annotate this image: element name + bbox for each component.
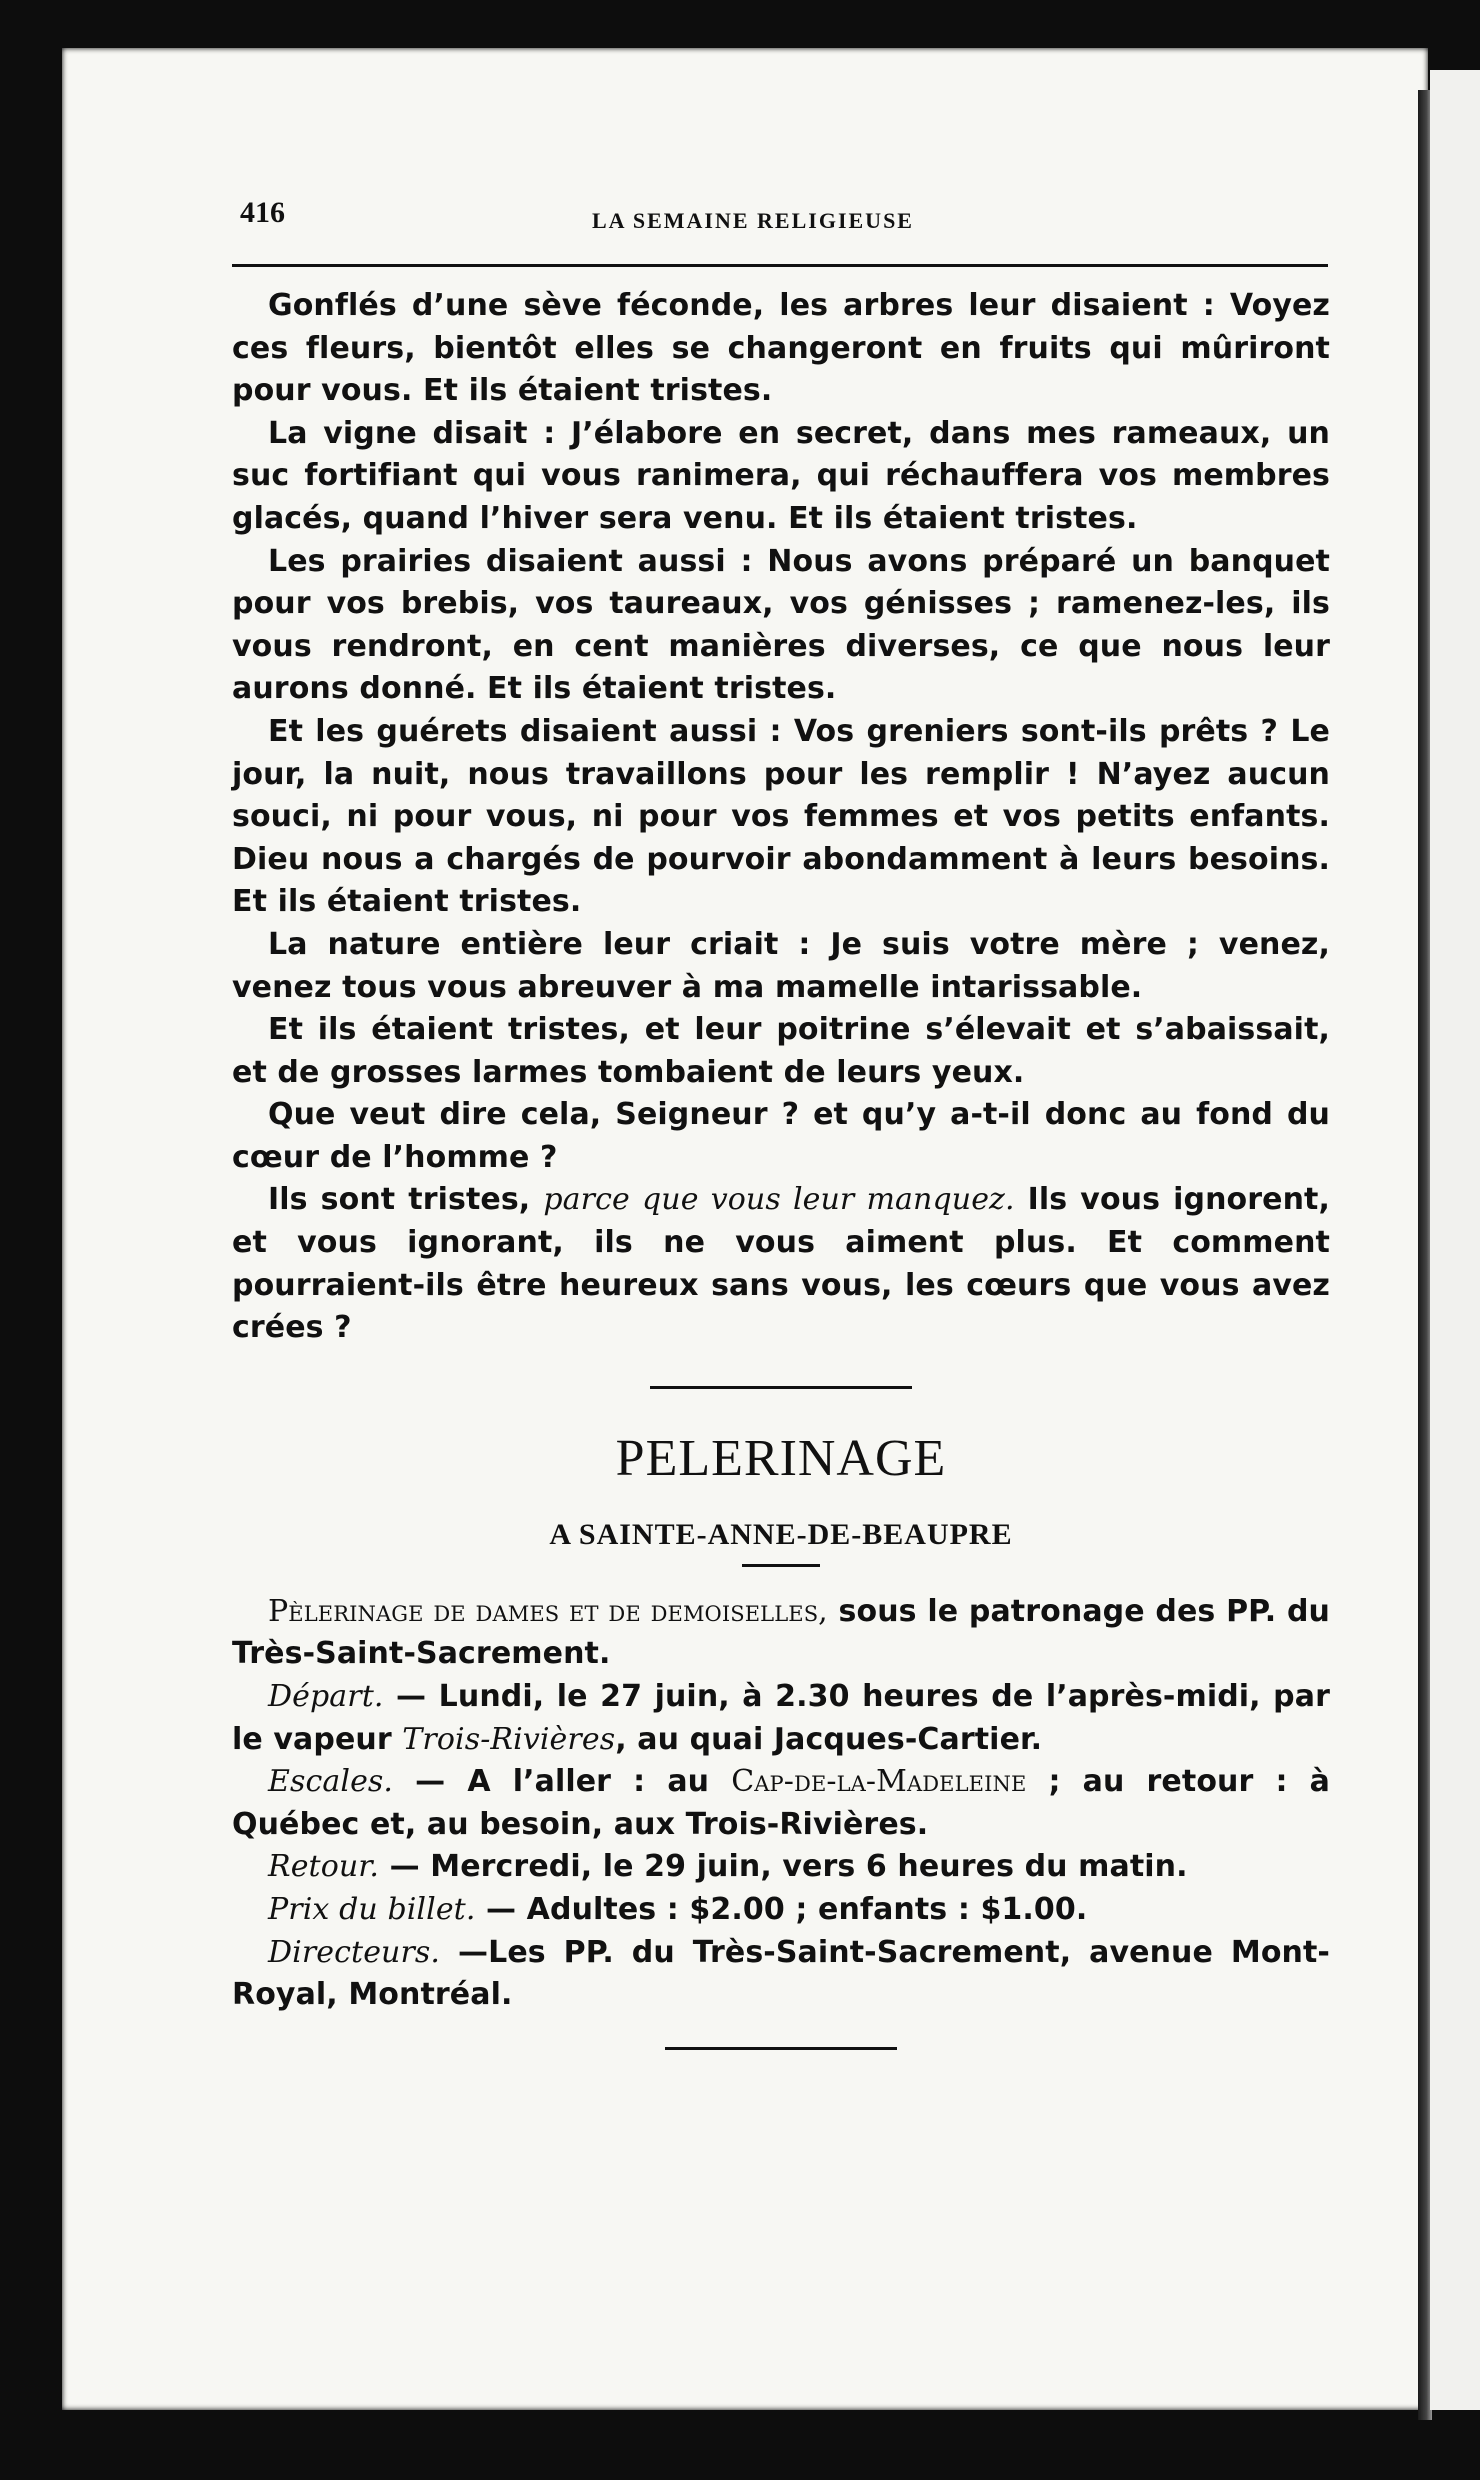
directors-label: Directeurs. (268, 1934, 441, 1970)
page-number: 416 (240, 196, 285, 229)
boat-name: Trois-Rivières (402, 1721, 616, 1757)
text-run: ; au retour : à Québec et, au besoin, aux Trois-Rivières. (232, 1764, 1330, 1842)
section-subtitle: A SAINTE-ANNE-DE-BEAUPRE (549, 1517, 1013, 1551)
running-title: LA SEMAINE RELIGIEUSE (592, 208, 914, 233)
text-run: — A l’aller : au (393, 1764, 732, 1800)
stop-place: Cap-de-la-Madeleine (731, 1764, 1027, 1800)
return-line (232, 1846, 1330, 1889)
facing-page-edge (1430, 70, 1480, 2410)
announcement-body (232, 1591, 1330, 2017)
stops-line (232, 1761, 1330, 1846)
departure-line (232, 1676, 1330, 1761)
text-run: , au quai Jacques-Cartier. (615, 1721, 1043, 1757)
paragraph: La vigne disait : J’élabore en secret, dans mes rameaux, un suc fortifiant qui vous ranimera, qui réchauffera vos membres glacés, quand l’hiver sera venu. Et ils étaient tristes. (232, 415, 1330, 536)
subtitle-rule (742, 1564, 820, 1567)
text-run: Ils sont tristes, (268, 1182, 544, 1218)
text-run: — Mercredi, le 29 juin, vers 6 heures du matin. (379, 1849, 1188, 1885)
paragraph: Et les guérets disaient aussi : Vos greniers sont-ils prêts ? Le jour, la nuit, nous travaillons pour les remplir ! N’ayez aucun souci, ni pour vous, ni pour vos femmes et vos petits enfants. Dieu nous a chargés de pourvoir abondamment à leurs besoins. Et ils étaient tristes. (232, 713, 1330, 920)
return-label: Retour. (268, 1849, 380, 1885)
paragraph: La nature entière leur criait : Je suis votre mère ; venez, venez tous vous abreuver à ma mamelle intarissable. (232, 926, 1330, 1005)
paragraph: Les prairies disaient aussi : Nous avons préparé un banquet pour vos brebis, vos taureaux, vos génisses ; ramenez-les, ils vous rendront, en cent manières diverses, ce que nous leur aurons donné. Et ils étaient tristes. (232, 543, 1330, 707)
end-rule (665, 2047, 897, 2050)
text-run: —Les PP. du Très-Saint-Sacrement, avenue Mont-Royal, Montréal. (232, 1934, 1330, 2013)
article-body (232, 285, 1330, 1350)
text-run: sous le patronage des PP. du Très-Saint-Sacrement. (232, 1593, 1331, 1672)
section-separator (650, 1386, 912, 1389)
section-title: PELERINAGE (615, 1429, 947, 1487)
intro-small-caps: Pèlerinage de dames et de demoiselles, (268, 1593, 828, 1629)
stops-label: Escales. (268, 1764, 394, 1800)
paragraph (232, 1179, 1330, 1349)
text-run: — Adultes : $2.00 ; enfants : $1.00. (475, 1892, 1088, 1927)
paragraph: Et ils étaient tristes, et leur poitrine s’élevait et s’abaissait, et de grosses larmes tombaient de leurs yeux. (232, 1012, 1330, 1090)
price-label: Prix du billet. (268, 1892, 476, 1927)
directors-line (232, 1932, 1330, 2017)
departure-label: Départ. (268, 1679, 384, 1715)
text-run: — Lundi, le 27 juin, à 2.30 heures de l’après-midi, par le vapeur (232, 1679, 1330, 1757)
text-run: Ils vous ignorent, et vous ignorant, ils ne vous aiment plus. Et comment pourraient-ils être heureux sans vous, les cœurs que vous avez crées ? (232, 1182, 1330, 1346)
paragraph: Que veut dire cela, Seigneur ? et qu’y a-t-il donc au fond du cœur de l’homme ? (232, 1097, 1330, 1175)
running-head (232, 190, 1330, 252)
italic-text: parce que vous leur manquez. (543, 1182, 1015, 1218)
header-rule (232, 264, 1328, 267)
paragraph: Gonflés d’une sève féconde, les arbres leur disaient : Voyez ces fleurs, bientôt elles se changeront en fruits qui mûriront pour vous. Et ils étaient tristes. (232, 288, 1330, 409)
price-line (232, 1889, 1330, 1932)
page-content (232, 190, 1330, 2050)
announcement-intro (232, 1591, 1330, 1676)
